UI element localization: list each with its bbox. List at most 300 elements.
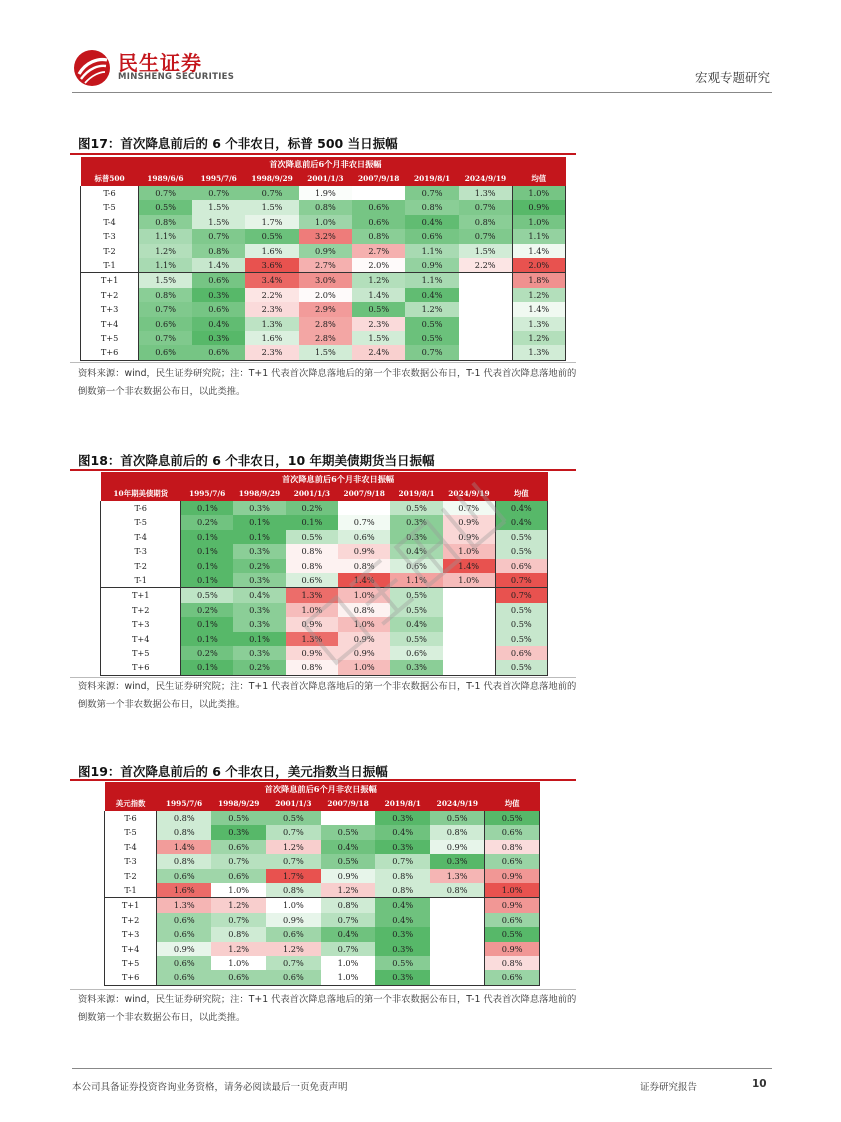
heatmap-cell: 1.0% bbox=[443, 573, 495, 588]
heatmap-cell: 0.8% bbox=[299, 200, 352, 214]
heatmap-cell: 0.5% bbox=[405, 331, 458, 345]
row-label: T+5 bbox=[81, 331, 139, 345]
date-column-header: 2019/8/1 bbox=[375, 797, 430, 811]
heatmap-cell bbox=[459, 331, 512, 345]
heatmap-cell: 0.6% bbox=[211, 970, 266, 985]
average-cell: 0.5% bbox=[485, 927, 540, 941]
heatmap-cell bbox=[443, 632, 495, 646]
heatmap-cell: 0.7% bbox=[139, 186, 192, 200]
heatmap-cell: 0.7% bbox=[405, 186, 458, 200]
heatmap-cell bbox=[430, 898, 485, 913]
heatmap-cell: 1.0% bbox=[211, 956, 266, 970]
average-cell: 0.8% bbox=[485, 956, 540, 970]
date-column-header: 2007/9/18 bbox=[338, 487, 390, 501]
heatmap-cell: 0.2% bbox=[233, 660, 285, 675]
heatmap-cell: 0.1% bbox=[286, 515, 338, 529]
heatmap-cell: 0.1% bbox=[233, 515, 285, 529]
heatmap-cell bbox=[459, 345, 512, 360]
heatmap-cell bbox=[338, 501, 390, 515]
average-cell: 1.8% bbox=[512, 273, 565, 288]
row-label: T+4 bbox=[101, 632, 181, 646]
heatmap-cell: 0.4% bbox=[390, 544, 442, 558]
heatmap-cell: 1.0% bbox=[321, 970, 376, 985]
heatmap-cell: 0.5% bbox=[286, 530, 338, 544]
table-row bbox=[81, 229, 566, 243]
figure-17-source: 资料来源：wind，民生证券研究院；注：T+1 代表首次降息落地后的第一个非农数据公布日，T-1 代表首次降息落地前的倒数第一个非农数据公布日，以此类推。 bbox=[78, 368, 577, 397]
table-row bbox=[105, 956, 540, 970]
heatmap-cell: 1.0% bbox=[286, 603, 338, 617]
figure-17-title-rule bbox=[70, 153, 576, 155]
heatmap-cell: 0.7% bbox=[321, 913, 376, 927]
heatmap-cell: 0.6% bbox=[192, 345, 245, 360]
heatmap-cell bbox=[443, 603, 495, 617]
heatmap-cell: 1.5% bbox=[245, 200, 298, 214]
heatmap-cell: 2.3% bbox=[352, 317, 405, 331]
heatmap-cell: 0.8% bbox=[338, 559, 390, 573]
header-divider bbox=[72, 92, 772, 93]
heatmap-cell: 1.1% bbox=[139, 229, 192, 243]
heatmap-cell: 0.3% bbox=[233, 501, 285, 515]
heatmap-cell: 0.9% bbox=[405, 258, 458, 273]
row-label: T+1 bbox=[81, 273, 139, 288]
row-label: T+4 bbox=[105, 942, 157, 956]
heatmap-cell: 0.7% bbox=[375, 854, 430, 868]
heatmap-cell: 1.4% bbox=[192, 258, 245, 273]
heatmap-cell: 0.6% bbox=[390, 646, 442, 660]
heatmap-cell: 0.6% bbox=[266, 970, 321, 985]
heatmap-cell: 0.3% bbox=[233, 646, 285, 660]
table-row bbox=[101, 573, 548, 588]
average-cell: 0.5% bbox=[495, 603, 547, 617]
heatmap-cell: 0.6% bbox=[157, 913, 212, 927]
average-cell: 0.6% bbox=[485, 970, 540, 985]
banner-spacer bbox=[495, 472, 547, 487]
figure-19-source-rule bbox=[70, 989, 576, 990]
heatmap-cell: 0.3% bbox=[390, 660, 442, 675]
average-cell: 0.5% bbox=[495, 632, 547, 646]
average-cell: 2.0% bbox=[512, 258, 565, 273]
row-label: T-5 bbox=[101, 515, 181, 529]
row-label: T-3 bbox=[105, 854, 157, 868]
figure-19-source: 资料来源：wind，民生证券研究院；注：T+1 代表首次降息落地后的第一个非农数据公布日，T-1 代表首次降息落地前的倒数第一个非农数据公布日，以此类推。 bbox=[78, 994, 577, 1023]
heatmap-cell: 2.2% bbox=[245, 288, 298, 302]
heatmap-cell: 0.6% bbox=[192, 273, 245, 288]
average-cell: 0.8% bbox=[485, 840, 540, 854]
table-row bbox=[101, 632, 548, 646]
heatmap-cell: 0.3% bbox=[430, 854, 485, 868]
heatmap-cell: 0.6% bbox=[139, 317, 192, 331]
row-label: T-4 bbox=[81, 215, 139, 229]
date-column-header: 1998/9/29 bbox=[233, 487, 285, 501]
figure-18-title-rule bbox=[70, 469, 576, 471]
heatmap-cell: 0.9% bbox=[338, 646, 390, 660]
heatmap-cell: 0.5% bbox=[405, 317, 458, 331]
heatmap-cell: 0.9% bbox=[338, 544, 390, 558]
heatmap-cell: 1.3% bbox=[157, 898, 212, 913]
heatmap-cell: 0.6% bbox=[157, 869, 212, 883]
heatmap-cell: 0.7% bbox=[211, 913, 266, 927]
heatmap-cell: 0.3% bbox=[375, 942, 430, 956]
row-label: T-6 bbox=[81, 186, 139, 200]
table-row bbox=[105, 942, 540, 956]
row-label: T-6 bbox=[101, 501, 181, 515]
heatmap-cell: 2.0% bbox=[352, 258, 405, 273]
heatmap-cell: 0.8% bbox=[192, 244, 245, 258]
heatmap-cell: 1.5% bbox=[352, 331, 405, 345]
row-label: T-1 bbox=[105, 883, 157, 898]
row-label: T-5 bbox=[81, 200, 139, 214]
heatmap-cell: 0.9% bbox=[157, 942, 212, 956]
heatmap-cell: 1.0% bbox=[321, 956, 376, 970]
minsheng-logo-icon bbox=[72, 48, 112, 88]
brand-name: 民生证券 bbox=[118, 51, 202, 75]
heatmap-cell: 2.4% bbox=[352, 345, 405, 360]
heatmap-cell: 0.9% bbox=[443, 515, 495, 529]
heatmap-cell: 0.5% bbox=[390, 603, 442, 617]
heatmap-cell: 1.5% bbox=[299, 345, 352, 360]
heatmap-cell: 0.7% bbox=[266, 825, 321, 839]
heatmap-cell: 1.4% bbox=[157, 840, 212, 854]
heatmap-cell: 2.2% bbox=[459, 258, 512, 273]
heatmap-cell: 0.7% bbox=[139, 302, 192, 316]
date-column-header: 1995/7/6 bbox=[181, 487, 233, 501]
heatmap-cell: 0.5% bbox=[321, 825, 376, 839]
heatmap-cell: 1.1% bbox=[405, 244, 458, 258]
table-row bbox=[101, 530, 548, 544]
row-label: T+3 bbox=[105, 927, 157, 941]
row-label: T+3 bbox=[101, 617, 181, 631]
footer-disclaimer: 本公司具备证券投资咨询业务资格，请务必阅读最后一页免责声明 bbox=[72, 1082, 348, 1093]
average-cell: 0.5% bbox=[495, 544, 547, 558]
table-row bbox=[105, 913, 540, 927]
heatmap-cell: 0.3% bbox=[233, 544, 285, 558]
heatmap-cell: 0.4% bbox=[233, 588, 285, 603]
heatmap-cell: 0.5% bbox=[390, 632, 442, 646]
heatmap-cell: 0.9% bbox=[430, 840, 485, 854]
average-cell: 0.6% bbox=[485, 913, 540, 927]
banner-row bbox=[101, 472, 548, 487]
heatmap-cell: 1.2% bbox=[211, 942, 266, 956]
heatmap-cell: 0.8% bbox=[266, 883, 321, 898]
heatmap-cell: 1.5% bbox=[459, 244, 512, 258]
heatmap-cell: 0.2% bbox=[286, 501, 338, 515]
heatmap-cell: 0.6% bbox=[338, 530, 390, 544]
heatmap-cell: 0.9% bbox=[286, 617, 338, 631]
heatmap-cell: 2.7% bbox=[299, 258, 352, 273]
heatmap-cell: 0.1% bbox=[181, 530, 233, 544]
heatmap-cell: 0.6% bbox=[266, 927, 321, 941]
banner-row bbox=[81, 157, 566, 172]
heatmap-cell bbox=[443, 660, 495, 675]
figure-17-source-rule bbox=[70, 362, 576, 363]
row-label: T-1 bbox=[101, 573, 181, 588]
heatmap-cell: 0.6% bbox=[157, 927, 212, 941]
table-row bbox=[81, 302, 566, 316]
banner-spacer bbox=[101, 472, 181, 487]
figure-17-title: 图17：首次降息前后的 6 个非农日，标普 500 当日振幅 bbox=[78, 136, 398, 151]
row-label: T-1 bbox=[81, 258, 139, 273]
row-label: T+4 bbox=[81, 317, 139, 331]
date-column-header: 2024/9/19 bbox=[430, 797, 485, 811]
column-header-row bbox=[105, 797, 540, 811]
heatmap-cell: 0.6% bbox=[211, 840, 266, 854]
row-label: T+6 bbox=[105, 970, 157, 985]
heatmap-cell: 0.4% bbox=[321, 840, 376, 854]
row-label: T+6 bbox=[81, 345, 139, 360]
heatmap-cell: 0.1% bbox=[181, 632, 233, 646]
heatmap-cell bbox=[459, 288, 512, 302]
date-column-header: 2007/9/18 bbox=[352, 172, 405, 186]
row-label: T+2 bbox=[101, 603, 181, 617]
heatmap-cell: 0.8% bbox=[459, 215, 512, 229]
heatmap-cell: 1.3% bbox=[430, 869, 485, 883]
heatmap-cell: 0.9% bbox=[443, 530, 495, 544]
row-header-label: 美元指数 bbox=[105, 797, 157, 811]
heatmap-cell: 0.2% bbox=[181, 515, 233, 529]
average-cell: 0.9% bbox=[485, 898, 540, 913]
heatmap-cell: 0.8% bbox=[430, 825, 485, 839]
heatmap-cell: 1.6% bbox=[245, 331, 298, 345]
heatmap-cell: 1.0% bbox=[338, 588, 390, 603]
row-label: T+6 bbox=[101, 660, 181, 675]
column-header-row bbox=[81, 172, 566, 186]
heatmap-cell: 0.2% bbox=[181, 646, 233, 660]
heatmap-cell: 0.7% bbox=[245, 186, 298, 200]
heatmap-cell: 0.7% bbox=[459, 200, 512, 214]
heatmap-cell: 1.2% bbox=[139, 244, 192, 258]
date-column-header: 1998/9/29 bbox=[245, 172, 298, 186]
table-row bbox=[101, 501, 548, 515]
heatmap-cell: 0.6% bbox=[352, 215, 405, 229]
date-column-header: 2019/8/1 bbox=[390, 487, 442, 501]
table-row bbox=[101, 559, 548, 573]
average-cell: 1.3% bbox=[512, 345, 565, 360]
heatmap-cell: 0.4% bbox=[390, 617, 442, 631]
heatmap-cell: 0.1% bbox=[233, 632, 285, 646]
heatmap-cell: 0.8% bbox=[157, 854, 212, 868]
row-label: T+2 bbox=[105, 913, 157, 927]
row-label: T+2 bbox=[81, 288, 139, 302]
table-row bbox=[81, 215, 566, 229]
heatmap-cell: 0.8% bbox=[321, 898, 376, 913]
banner-spacer bbox=[81, 157, 139, 172]
heatmap-cell: 0.7% bbox=[338, 515, 390, 529]
heatmap-cell: 2.3% bbox=[245, 302, 298, 316]
heatmap-cell: 0.1% bbox=[181, 660, 233, 675]
heatmap-cell: 0.1% bbox=[181, 544, 233, 558]
average-cell: 1.0% bbox=[512, 186, 565, 200]
heatmap-cell: 0.1% bbox=[181, 617, 233, 631]
footer-report-type: 证券研究报告 bbox=[640, 1082, 698, 1093]
heatmap-cell: 1.1% bbox=[405, 273, 458, 288]
heatmap-cell: 0.7% bbox=[405, 345, 458, 360]
table-row bbox=[105, 898, 540, 913]
average-cell: 0.5% bbox=[495, 530, 547, 544]
heatmap-cell: 1.6% bbox=[157, 883, 212, 898]
date-column-header: 2001/1/3 bbox=[286, 487, 338, 501]
heatmap-cell: 0.8% bbox=[286, 559, 338, 573]
figure-17-table bbox=[80, 157, 566, 361]
heatmap-cell: 0.8% bbox=[352, 229, 405, 243]
heatmap-cell: 0.8% bbox=[375, 869, 430, 883]
average-cell: 0.4% bbox=[495, 515, 547, 529]
heatmap-cell: 0.4% bbox=[375, 825, 430, 839]
table-row bbox=[101, 603, 548, 617]
average-column-header: 均值 bbox=[485, 797, 540, 811]
page-number: 10 bbox=[752, 1078, 767, 1090]
heatmap-cell: 0.5% bbox=[245, 229, 298, 243]
average-cell: 0.6% bbox=[495, 646, 547, 660]
row-label: T-2 bbox=[81, 244, 139, 258]
heatmap-cell: 0.7% bbox=[192, 229, 245, 243]
heatmap-cell: 0.8% bbox=[139, 215, 192, 229]
heatmap-cell: 0.4% bbox=[375, 913, 430, 927]
date-column-header: 2019/8/1 bbox=[405, 172, 458, 186]
row-label: T+5 bbox=[101, 646, 181, 660]
heatmap-cell: 0.6% bbox=[139, 345, 192, 360]
table-row bbox=[101, 515, 548, 529]
heatmap-cell: 0.8% bbox=[430, 883, 485, 898]
heatmap-cell: 2.9% bbox=[299, 302, 352, 316]
heatmap-cell: 0.7% bbox=[266, 854, 321, 868]
average-cell: 1.0% bbox=[485, 883, 540, 898]
heatmap-cell: 0.3% bbox=[211, 825, 266, 839]
row-label: T-5 bbox=[105, 825, 157, 839]
heatmap-cell: 0.5% bbox=[390, 501, 442, 515]
heatmap-cell bbox=[430, 956, 485, 970]
table-row bbox=[101, 544, 548, 558]
row-label: T-3 bbox=[81, 229, 139, 243]
heatmap-cell: 1.1% bbox=[139, 258, 192, 273]
heatmap-cell: 0.7% bbox=[459, 229, 512, 243]
row-header-label: 标普500 bbox=[81, 172, 139, 186]
heatmap-cell: 1.2% bbox=[266, 942, 321, 956]
table-row bbox=[101, 617, 548, 631]
heatmap-cell: 0.9% bbox=[321, 869, 376, 883]
table-row bbox=[81, 317, 566, 331]
table-banner: 首次降息前后6个月非农日振幅 bbox=[157, 782, 485, 797]
date-column-header: 1995/7/6 bbox=[192, 172, 245, 186]
heatmap-cell: 0.5% bbox=[352, 302, 405, 316]
heatmap-cell: 0.3% bbox=[375, 927, 430, 941]
heatmap-cell: 0.4% bbox=[321, 927, 376, 941]
figure-18-source: 资料来源：wind，民生证券研究院；注：T+1 代表首次降息落地后的第一个非农数据公布日，T-1 代表首次降息落地前的倒数第一个非农数据公布日，以此类推。 bbox=[78, 681, 577, 710]
heatmap-cell: 1.5% bbox=[192, 200, 245, 214]
table-banner: 首次降息前后6个月非农日振幅 bbox=[139, 157, 512, 172]
table-row bbox=[105, 869, 540, 883]
heatmap-cell: 3.0% bbox=[299, 273, 352, 288]
heatmap-cell: 0.8% bbox=[405, 200, 458, 214]
average-cell: 0.4% bbox=[495, 501, 547, 515]
row-label: T+1 bbox=[105, 898, 157, 913]
heatmap-cell: 0.3% bbox=[233, 617, 285, 631]
heatmap-cell: 0.3% bbox=[390, 530, 442, 544]
heatmap-cell bbox=[459, 302, 512, 316]
heatmap-cell bbox=[459, 273, 512, 288]
heatmap-cell: 0.5% bbox=[375, 956, 430, 970]
heatmap-cell: 0.1% bbox=[181, 559, 233, 573]
date-column-header: 1998/9/29 bbox=[211, 797, 266, 811]
heatmap-cell: 0.8% bbox=[338, 603, 390, 617]
heatmap-cell: 1.2% bbox=[352, 273, 405, 288]
banner-spacer bbox=[105, 782, 157, 797]
table-row bbox=[81, 244, 566, 258]
heatmap-cell: 0.6% bbox=[286, 573, 338, 588]
heatmap-cell: 1.6% bbox=[245, 244, 298, 258]
heatmap-cell: 0.8% bbox=[286, 544, 338, 558]
table-row bbox=[81, 200, 566, 214]
heatmap-cell: 0.6% bbox=[405, 229, 458, 243]
heatmap-cell: 1.5% bbox=[192, 215, 245, 229]
figure-18-table bbox=[100, 472, 548, 676]
row-label: T-4 bbox=[105, 840, 157, 854]
heatmap-cell: 0.8% bbox=[157, 825, 212, 839]
heatmap-cell bbox=[443, 646, 495, 660]
heatmap-cell: 0.3% bbox=[375, 840, 430, 854]
row-label: T-3 bbox=[101, 544, 181, 558]
page-header bbox=[72, 44, 772, 92]
average-cell: 1.0% bbox=[512, 215, 565, 229]
row-label: T+1 bbox=[101, 588, 181, 603]
heatmap-cell bbox=[430, 913, 485, 927]
heatmap-cell: 0.6% bbox=[157, 970, 212, 985]
brand-name-en: MINSHENG SECURITIES bbox=[118, 72, 235, 82]
heatmap-cell: 0.9% bbox=[299, 244, 352, 258]
average-cell: 1.1% bbox=[512, 229, 565, 243]
table-banner: 首次降息前后6个月非农日振幅 bbox=[181, 472, 495, 487]
banner-spacer bbox=[512, 157, 565, 172]
heatmap-cell: 1.3% bbox=[459, 186, 512, 200]
heatmap-cell: 0.8% bbox=[139, 288, 192, 302]
heatmap-cell: 0.7% bbox=[211, 854, 266, 868]
average-cell: 0.6% bbox=[485, 825, 540, 839]
heatmap-cell: 0.6% bbox=[192, 302, 245, 316]
date-column-header: 2024/9/19 bbox=[443, 487, 495, 501]
average-cell: 0.7% bbox=[495, 573, 547, 588]
average-cell: 0.7% bbox=[495, 588, 547, 603]
heatmap-cell: 0.6% bbox=[352, 200, 405, 214]
heatmap-cell: 1.2% bbox=[405, 302, 458, 316]
date-column-header: 2024/9/19 bbox=[459, 172, 512, 186]
heatmap-cell: 0.3% bbox=[192, 331, 245, 345]
heatmap-cell bbox=[430, 927, 485, 941]
table-row bbox=[105, 825, 540, 839]
heatmap-cell: 0.2% bbox=[233, 559, 285, 573]
heatmap-cell: 2.8% bbox=[299, 331, 352, 345]
average-cell: 0.6% bbox=[495, 559, 547, 573]
row-label: T-4 bbox=[101, 530, 181, 544]
heatmap-cell: 2.7% bbox=[352, 244, 405, 258]
heatmap-cell: 0.8% bbox=[157, 811, 212, 825]
heatmap-cell: 1.9% bbox=[299, 186, 352, 200]
table-row bbox=[105, 840, 540, 854]
average-cell: 0.5% bbox=[485, 811, 540, 825]
figure-19-title: 图19：首次降息前后的 6 个非农日，美元指数当日振幅 bbox=[78, 764, 388, 779]
table-row bbox=[101, 588, 548, 603]
heatmap-cell: 0.3% bbox=[375, 811, 430, 825]
table-row bbox=[81, 258, 566, 273]
heatmap-cell: 1.0% bbox=[443, 544, 495, 558]
table-row bbox=[81, 273, 566, 288]
date-column-header: 2007/9/18 bbox=[321, 797, 376, 811]
heatmap-cell: 0.8% bbox=[375, 883, 430, 898]
heatmap-cell bbox=[430, 970, 485, 985]
heatmap-cell: 0.1% bbox=[181, 501, 233, 515]
date-column-header: 1995/7/6 bbox=[157, 797, 212, 811]
heatmap-cell: 0.8% bbox=[286, 660, 338, 675]
heatmap-cell: 0.4% bbox=[405, 288, 458, 302]
heatmap-cell: 0.5% bbox=[211, 811, 266, 825]
